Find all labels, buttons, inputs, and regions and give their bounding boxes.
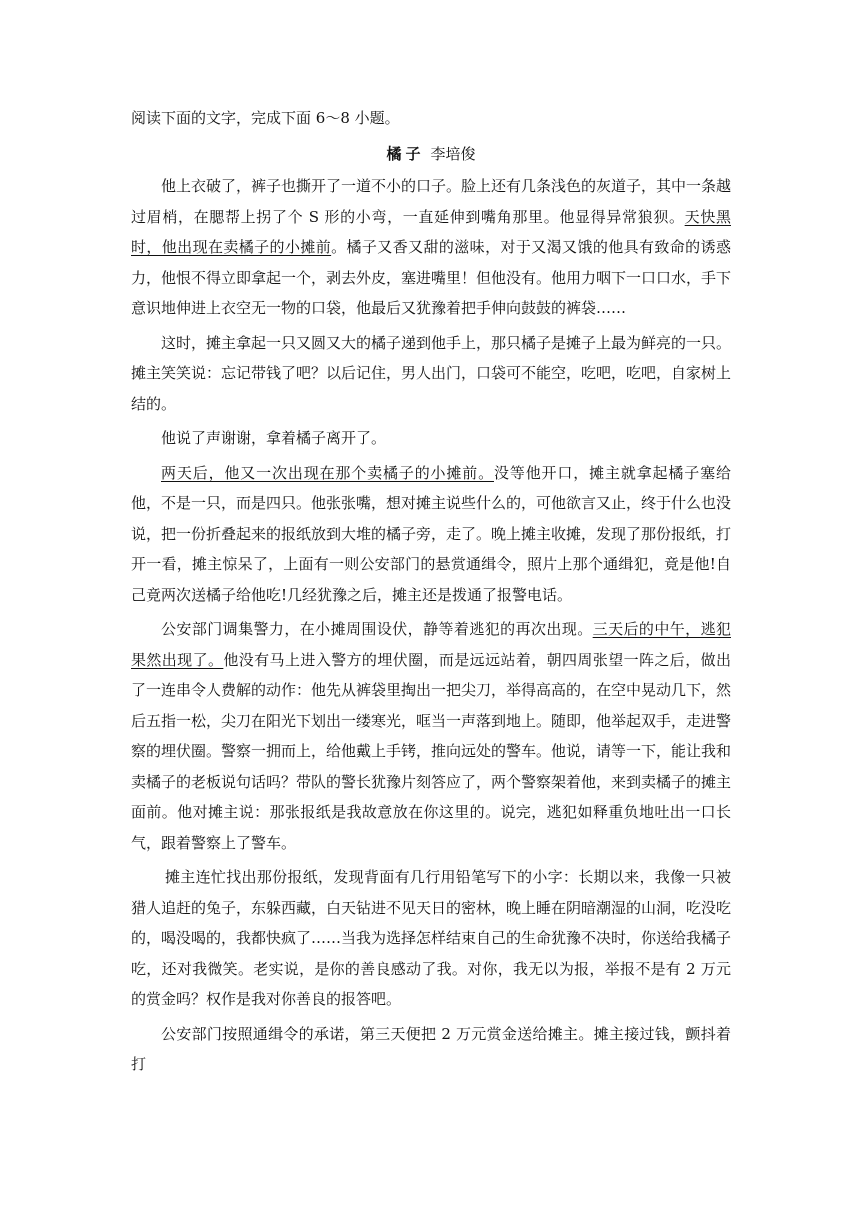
- story-author: 李培俊: [430, 145, 476, 163]
- paragraph-7: [131, 1019, 731, 1080]
- paragraph-text: 没等他开口，摊主就拿起橘子塞给他，不是一只，而是四只。他张张嘴，想对摊主说些什么的，可他欲言又止，终于什么也没说，把一份折叠起来的报纸放到大堆的橘子旁，走了。晚上摊主收摊，发现了那份报纸，打开一看，摊主惊呆了，上面有一则公安部门的悬赏通缉令，照片上那个通缉犯，竟是他!自己竟两次送橘子给他吃!几经犹豫之后，摊主还是拨通了报警电话。: [131, 463, 732, 604]
- paragraph-1: [131, 171, 731, 324]
- paragraph-3: [131, 423, 731, 454]
- paragraph-text: 。橘子又香又甜的滋味，对于又渴又饿的他具有致命的诱惑力，他恨不得立即拿起一个，剥去外皮，塞进嘴里！但他没有。他用力咽下一口口水，手下意识地伸进上衣空无一物的口袋，他最后又犹豫着把手伸向鼓鼓的裤袋……: [131, 238, 732, 317]
- story-title: 橘子: [386, 145, 425, 163]
- paragraph-5: [131, 614, 731, 858]
- paragraph-6: [131, 862, 731, 1015]
- paragraph-text: 这时，摊主拿起一只又圆又大的橘子递到他手上，那只橘子是摊子上最为鲜亮的一只。摊主笑笑说：忘记带钱了吧？以后记住，男人出门，口袋可不能空，吃吧，吃吧，自家树上结的。: [131, 333, 732, 413]
- underlined-sentence: 天快黑时，他出现在卖橘子的小摊前: [131, 207, 731, 256]
- paragraph-4: [131, 458, 731, 611]
- underlined-sentence: 三天后的中午，逃犯果然出现了。: [131, 620, 731, 669]
- paragraph-text: 他没有马上进入警方的埋伏圈，而是远远站着，朝四周张望一阵之后，做出了一连串令人费解的动作：他先从裤袋里掏出一把尖刀，举得高高的，在空中晃动几下，然后五指一松，尖刀在阳光下划出一缕寒光，哐当一声落到地上。随即，他举起双手，走进警察的埋伏圈。警察一拥而上，给他戴上手铐，推向远处的警车。他说，请等一下，能让我和卖橘子的老板说句话吗？带队的警长犹豫片刻答应了，两个警察架着他，来到卖橘子的摊主面前。他对摊主说：那张报纸是我故意放在你这里的。说完，逃犯如释重负地吐出一口长气，跟着警察上了警车。: [131, 650, 732, 852]
- underlined-sentence: 两天后，他又一次出现在那个卖橘子的小摊前。: [161, 463, 494, 482]
- paragraph-text: 摊主连忙找出那份报纸，发现背面有几行用铅笔写下的小字：长期以来，我像一只被猎人追赶的兔子，东躲西藏，白天钻进不见天日的密林，晚上睡在阴暗潮湿的山洞，吃没吃的，喝没喝的，我都快疯了……当我为选择怎样结束自己的生命犹豫不决时，你送给我橘子吃，还对我微笑。老实说，是你的善良感动了我。对你，我无以为报，举报不是有 2 万元的赏金吗？权作是我对你善良的报答吧。: [131, 868, 732, 1008]
- paragraph-text: 公安部门按照通缉令的承诺，第三天便把 2 万元赏金送给摊主。摊主接过钱，颤抖着打: [131, 1024, 731, 1073]
- paragraph-2: [131, 328, 731, 420]
- paragraph-text: 他说了声谢谢，拿着橘子离开了。: [161, 429, 387, 447]
- paragraph-text: 他上衣破了，裤子也撕开了一道不小的口子。脸上还有几条浅色的灰道子，其中一条越过眉梢，在腮帮上拐了个 S 形的小弯，一直延伸到嘴角那里。他显得异常狼狈。: [131, 177, 732, 226]
- paragraph-text: 公安部门调集警力，在小摊周围设伏，静等着逃犯的再次出现。: [161, 620, 593, 638]
- document-page: [131, 103, 731, 1084]
- title-line: [131, 139, 731, 169]
- question-intro: 阅读下面的文字，完成下面 6～8 小题。: [131, 109, 400, 127]
